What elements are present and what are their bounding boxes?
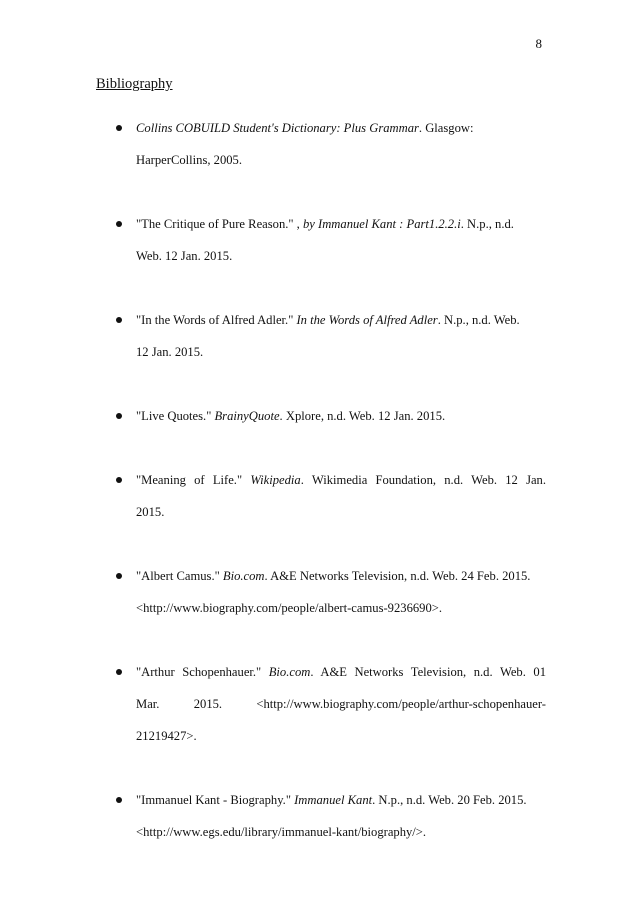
entry-line xyxy=(136,208,546,240)
entry-line xyxy=(136,720,546,752)
entry-line xyxy=(136,240,546,272)
bullet-icon xyxy=(116,573,122,579)
entry-title: Bio.com xyxy=(268,665,311,679)
entry-title: Collins COBUILD Student's Dictionary: Plus Grammar xyxy=(136,121,419,135)
bibliography-entry xyxy=(96,304,546,368)
bullet-icon xyxy=(116,221,122,227)
entry-text: <http://www.biography.com/people/albert-camus-9236690>. xyxy=(136,601,443,615)
bullet-icon xyxy=(116,477,122,483)
entry-line xyxy=(136,656,546,688)
entry-title: In the Words of Alfred Adler xyxy=(296,313,438,327)
entry-title: Immanuel Kant xyxy=(294,793,373,807)
bibliography-heading: Bibliography xyxy=(96,76,173,92)
entry-text: <http://www.egs.edu/library/immanuel-kant/biography/>. xyxy=(136,825,427,839)
entry-text: . Wikimedia Foundation, n.d. Web. 12 Jan. xyxy=(300,473,547,487)
entry-text: 12 Jan. 2015. xyxy=(136,345,204,359)
entry-line xyxy=(136,336,546,368)
bullet-icon xyxy=(116,669,122,675)
entry-text: . Glasgow: xyxy=(418,121,474,135)
entry-text: Mar. 2015. <http://www.biography.com/people/arthur-schopenhauer- xyxy=(136,697,546,711)
bibliography-entry xyxy=(96,112,546,176)
entry-line xyxy=(136,112,546,144)
bibliography-entry xyxy=(96,208,546,272)
entry-text: "Meaning of Life." xyxy=(136,473,251,487)
entry-text: . N.p., n.d. Web. xyxy=(437,313,520,327)
page-number: 8 xyxy=(535,36,542,51)
entry-text: Web. 12 Jan. 2015. xyxy=(136,249,233,263)
entry-text: HarperCollins, 2005. xyxy=(136,153,242,167)
bibliography-entry xyxy=(96,464,546,528)
entry-line xyxy=(136,304,546,336)
entry-text: 21219427>. xyxy=(136,729,197,743)
entry-title: BrainyQuote xyxy=(214,409,280,423)
entry-line xyxy=(136,464,546,496)
bibliography-entry xyxy=(96,656,546,752)
entry-line xyxy=(136,400,546,432)
entry-line xyxy=(136,784,546,816)
entry-title: by Immanuel Kant : Part1.2.2.i xyxy=(302,217,461,231)
bullet-icon xyxy=(116,797,122,803)
entry-title: Wikipedia xyxy=(250,473,301,487)
bibliography-entry xyxy=(96,560,546,624)
entry-text: . A&E Networks Television, n.d. Web. 24 Feb. 2015. xyxy=(264,569,531,583)
entry-title: Bio.com xyxy=(222,569,265,583)
entry-text: . Xplore, n.d. Web. 12 Jan. 2015. xyxy=(279,409,446,423)
entry-line xyxy=(136,816,546,848)
entry-line xyxy=(136,560,546,592)
entry-text: "Arthur Schopenhauer." xyxy=(136,665,269,679)
bibliography-entry xyxy=(96,400,546,432)
bullet-icon xyxy=(116,125,122,131)
entry-line xyxy=(136,592,546,624)
bullet-icon xyxy=(116,317,122,323)
entry-text: "Albert Camus." xyxy=(136,569,223,583)
entry-text: . N.p., n.d. Web. 20 Feb. 2015. xyxy=(372,793,527,807)
entry-text: "Live Quotes." xyxy=(136,409,215,423)
entry-line xyxy=(136,688,546,720)
entry-line xyxy=(136,496,546,528)
entry-text: "Immanuel Kant - Biography." xyxy=(136,793,295,807)
entry-text: 2015. xyxy=(136,505,165,519)
bullet-icon xyxy=(116,413,122,419)
entry-text: . N.p., n.d. xyxy=(460,217,514,231)
bibliography-entry xyxy=(96,784,546,848)
entry-text: "In the Words of Alfred Adler." xyxy=(136,313,297,327)
entry-text: "The Critique of Pure Reason." , xyxy=(136,217,303,231)
entry-line xyxy=(136,144,546,176)
bibliography-list xyxy=(96,112,546,880)
entry-text: . A&E Networks Television, n.d. Web. 01 xyxy=(310,665,546,679)
